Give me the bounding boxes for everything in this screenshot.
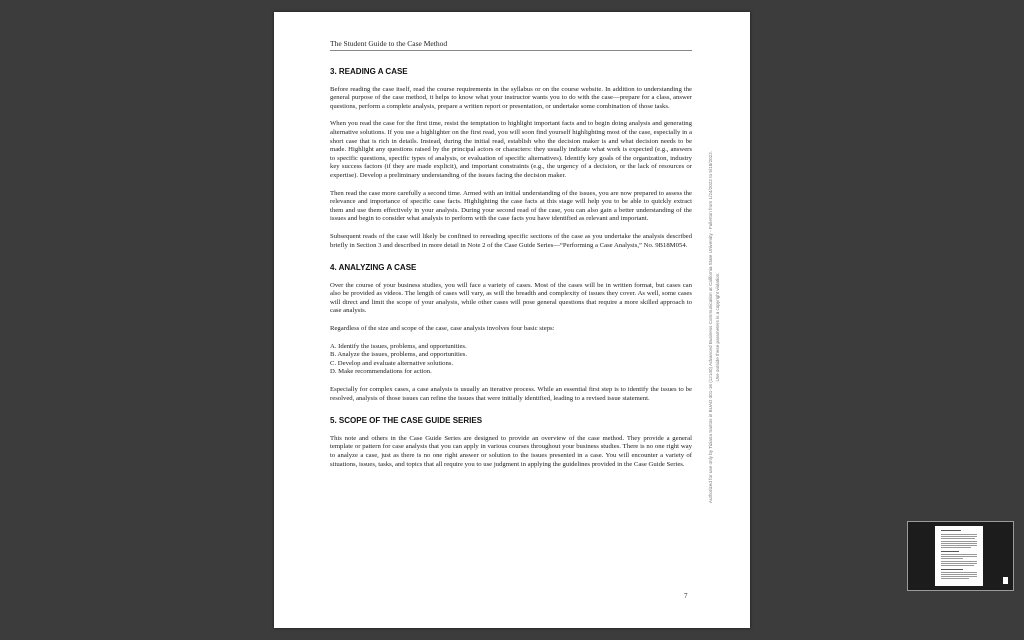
paragraph: Then read the case more carefully a second time. Armed with an initial understanding of the issues, you are now prepared to assess the relevance and importance of specific case facts. Highlighting the case facts at this stage will help you to be able to quickly extract them and use them effectively in your analysis. During your second read of the case, you can also gain a better understanding of the issues and begin to consider what analysis to perform with the case facts you have identified as relevant and important. xyxy=(330,189,692,223)
step-item: A. Identify the issues, problems, and opportunities. xyxy=(330,342,467,350)
steps-list xyxy=(330,343,692,377)
paragraph: Regardless of the size and scope of the case, case analysis involves four basic steps: xyxy=(330,325,555,333)
running-head: The Student Guide to the Case Method xyxy=(330,39,692,51)
page-thumbnail-navigator[interactable] xyxy=(907,521,1014,591)
document-page xyxy=(274,12,750,628)
page-body xyxy=(330,68,692,478)
paragraph: Before reading the case itself, read the course requirements in the syllabus or on the course website. In addition to understanding the general purpose of the case method, it helps to know what your instructor wants you to do with the case—prepare for a class, answer questions, perform a complete analysis, prepare a written report or presentation, or undertake some combination of those tasks. xyxy=(330,85,692,110)
thumbnail-page[interactable] xyxy=(935,526,983,586)
paragraph: Subsequent reads of the case will likely be confined to rereading specific sections of the case as you undertake the analysis described briefly in Section 3 and described in more detail in Note 2 of the Case Guide Series—“Performing a Case Analysis,” No. 9B18M054. xyxy=(330,232,692,249)
paragraph: Especially for complex cases, a case analysis is usually an iterative process. While an essential first step is to identify the issues to be resolved, analysis of those issues can refine the issues that were initially identified, leading to a revised issue statement. xyxy=(330,386,692,402)
paragraph: When you read the case for the first time, resist the temptation to highlight important facts and to begin doing analysis and generating alternative solutions. If you use a highlighter on the first read, you will soon find yourself highlighting most of the case, especially in a short case that is rich in details. Instead, during the initial read, establish who the decision maker is and what decision needs to be made. Highlight any questions raised by the principal actors or characters: they usually indicate what work is expected (e.g., answers to specific questions, specific types of analysis, or evaluation of specific alternatives). Identify key goals of the organization, industry key success factors (if they are made explicit), and important constraints (e.g., the urgency of a decision, or the lack of resources or expertise). Develop a preliminary understanding of the issues facing the decision maker. xyxy=(330,120,692,179)
copyright-notice-line: Use outside these parameters is a copyright violation. xyxy=(715,272,720,382)
page-number: 7 xyxy=(684,592,688,600)
paragraph: This note and others in the Case Guide Series are designed to provide an overview of the case method. They provide a general template or pattern for case analysis that you can apply in various courses throughout your business studies. There is no one right way to analyze a case, just as there is no one right answer or solution to the issues presented in a case. You will encounter a variety of situations, issues, tasks, and topics that all require you to use judgment in applying the guidelines provided in the Case Guide Series. xyxy=(330,434,692,468)
section-heading-analyzing: 4. ANALYZING A CASE xyxy=(330,263,417,273)
paragraph: Over the course of your business studies, you will face a variety of cases. Most of the cases will be in written format, but cases can also be provided as videos. The length of cases will vary, as will the breadth and complexity of issues they cover. As well, some cases will direct and limit the scope of your analysis, while other cases will pose general questions that require a more skilled approach to case analysis. xyxy=(330,281,692,315)
step-item: D. Make recommendations for action. xyxy=(330,368,432,376)
step-item: B. Analyze the issues, problems, and opportunities. xyxy=(330,351,468,359)
step-item: C. Develop and evaluate alternative solutions. xyxy=(330,359,454,367)
section-heading-reading: 3. READING A CASE xyxy=(330,67,408,76)
section-heading-scope: 5. SCOPE OF THE CASE GUIDE SERIES xyxy=(330,416,483,426)
thumbnail-scroll-handle[interactable] xyxy=(1003,577,1008,584)
copyright-notice xyxy=(694,87,734,567)
copyright-notice-line: Authorized for use only by Tiziana Santos in BUAD 301-16 (12140) Advanced Business Communication at California State University - Fullerton from 1/24/2022 to 5/18/2022. xyxy=(708,150,713,504)
